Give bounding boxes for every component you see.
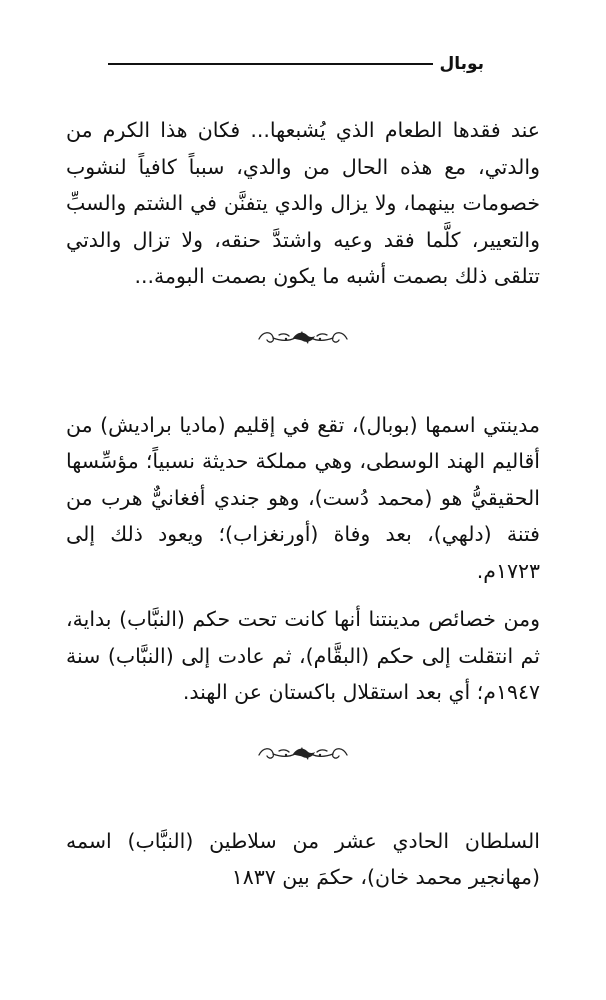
floral-ornament-icon <box>255 327 351 349</box>
page-body <box>66 112 540 896</box>
paragraph: ومن خصائص مدينتنا أنها كانت تحت حكم (النبَّاب) بداية، ثم انتقلت إلى حكم (البقَّام)، ثم عادت إلى (النبَّاب) سنة ١٩٤٧م؛ أي بعد استقلال باكستان عن الهند. <box>66 607 540 704</box>
header-rule <box>108 63 433 65</box>
section-divider <box>66 311 540 365</box>
paragraph: السلطان الحادي عشر من سلاطين (النبَّاب) اسمه (مهانجير محمد خان)، حكمَ بين ١٨٣٧ <box>66 828 540 889</box>
running-header-title: بوبال <box>439 54 484 74</box>
section-divider <box>66 727 540 781</box>
paragraph: عند فقدها الطعام الذي يُشبعها... فكان هذا الكرم من والدتي، مع هذه الحال من والدي، سبباً كافياً لنشوب خصومات بينهما، ولا يزال والدي يتفنَّن في الشتم والسبِّ والتعيير، كلَّما فقد وعيه واشتدَّ حنقه، ولا تزال والدتي تتلقى ذلك بصمت أشبه ما يكون بصمت البومة... <box>66 118 540 288</box>
running-header <box>108 52 484 76</box>
paragraph: مدينتي اسمها (بوبال)، تقع في إقليم (ماديا براديش) من أقاليم الهند الوسطى، وهي مملكة حديثة نسبياً؛ مؤسِّسها الحقيقيُّ هو (محمد دُست)، وهو جندي أفغانيٌّ هرب من فتنة (دلهي)، بعد وفاة (أورنغزاب)؛ ويعود ذلك إلى ١٧٢٣م. <box>66 412 540 583</box>
floral-ornament-icon <box>255 743 351 765</box>
